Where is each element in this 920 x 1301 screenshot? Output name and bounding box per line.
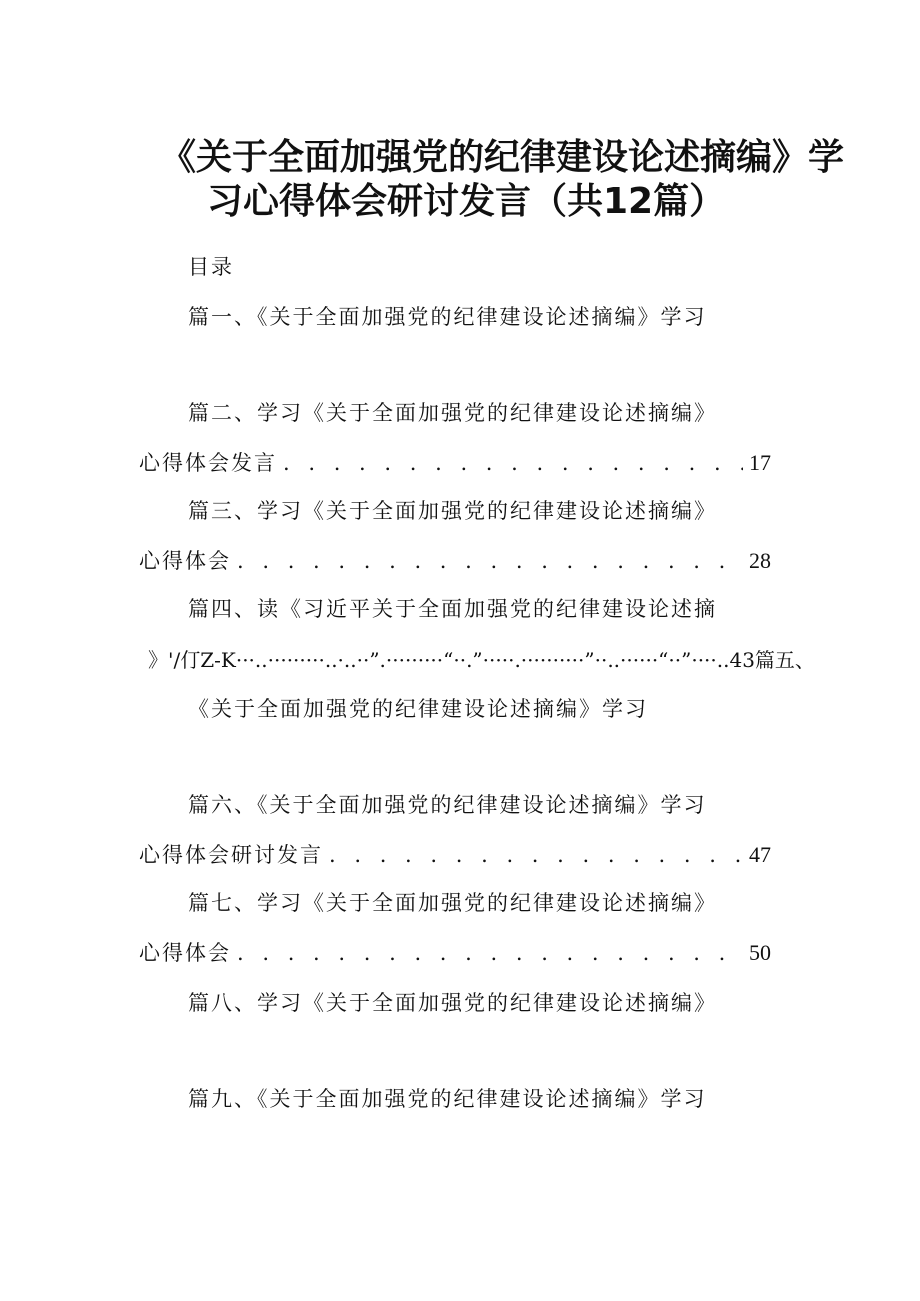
toc-entry-4-garbled-line: 》'/仃Z-K···..·········..·..··”.·········“··.”·····.··········”··..······“··”····..43篇五、 [148, 648, 815, 672]
toc-entry-3: 篇三、学习《关于全面加强党的纪律建设论述摘编》 [188, 499, 717, 523]
toc-leader-dots [283, 448, 743, 478]
toc-entry-2: 篇二、学习《关于全面加强党的纪律建设论述摘编》 [188, 401, 717, 425]
toc-entry-9: 篇九、《关于全面加强党的纪律建设论述摘编》学习 [188, 1087, 707, 1111]
toc-entry-4: 篇四、读《习近平关于全面加强党的纪律建设论述摘 [188, 597, 717, 621]
toc-leader-dots [237, 546, 743, 576]
toc-entry-6-page: 47 [749, 842, 771, 867]
document-title-line-1: 《关于全面加强党的纪律建设论述摘编》学 [160, 137, 845, 178]
toc-entry-6-label: 心得体会研讨发言 [139, 843, 323, 867]
toc-entry-2-row [139, 448, 771, 478]
toc-entry-6: 篇六、《关于全面加强党的纪律建设论述摘编》学习 [188, 793, 707, 817]
toc-entry-1: 篇一、《关于全面加强党的纪律建设论述摘编》学习 [188, 305, 707, 329]
toc-entry-7-page: 50 [749, 940, 771, 965]
toc-entry-8: 篇八、学习《关于全面加强党的纪律建设论述摘编》 [188, 991, 717, 1015]
toc-leader-dots [237, 938, 743, 968]
toc-entry-2-page: 17 [749, 450, 771, 475]
toc-entry-6-row [139, 840, 771, 870]
document-title-line-2: 习心得体会研讨发言（共12篇） [207, 181, 726, 222]
toc-leader-dots [329, 840, 743, 870]
toc-entry-3-row [139, 546, 771, 576]
toc-entry-3-page: 28 [749, 548, 771, 573]
toc-heading: 目录 [188, 255, 234, 279]
toc-entry-7-row [139, 938, 771, 968]
toc-entry-5: 《关于全面加强党的纪律建设论述摘编》学习 [188, 697, 648, 721]
toc-entry-7-label: 心得体会 [139, 941, 231, 965]
toc-entry-2-label: 心得体会发言 [139, 451, 277, 475]
toc-entry-7: 篇七、学习《关于全面加强党的纪律建设论述摘编》 [188, 891, 717, 915]
toc-entry-3-label: 心得体会 [139, 549, 231, 573]
